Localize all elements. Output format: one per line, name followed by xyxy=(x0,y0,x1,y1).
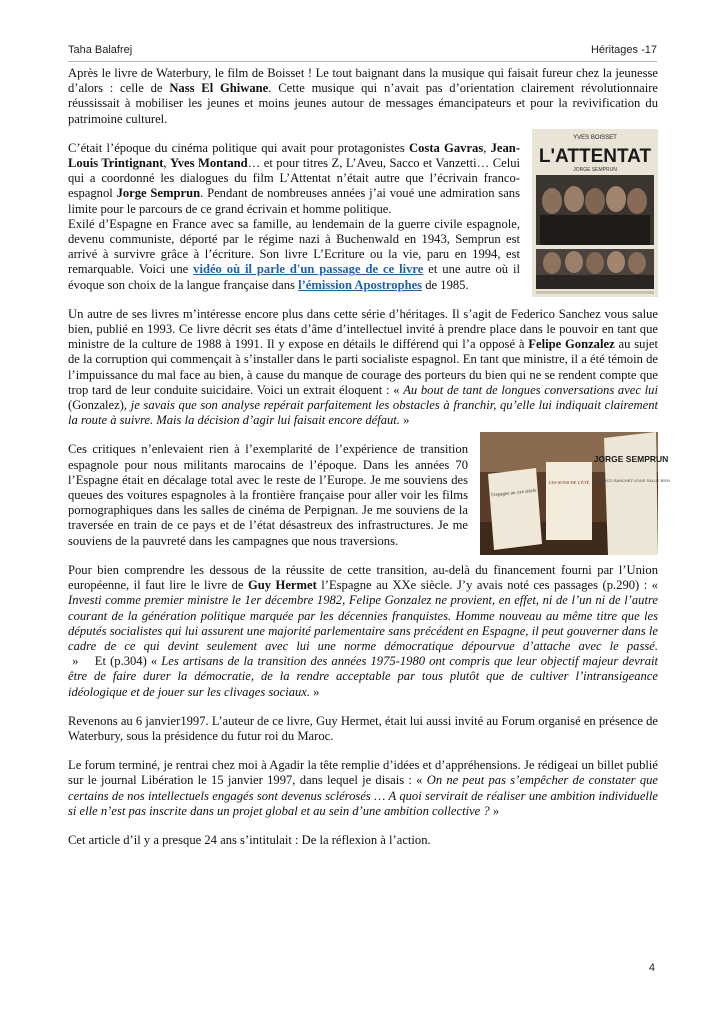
paragraph-4: Un autre de ses livres m’intéresse encore plus dans cette série d’héritages. Il s’agit de Federico Sanchez vous salue bien, publié en 1993. Ce livre décrit ses états d’âme d’intellectuel invité à prendre place dans le pouvoir en tant que ministre de la culture de 1988 à 1991. Il y expose en détails le différend qui l’a opposé à Felipe Gonzalez au sujet de la corruption qui commençait à s’installer dans le parti socialiste espagnol. En tant que ministre, il a été témoin de l’impuissance du mal face au bien, à cause du manque de courage des porteurs du bien qui ne se rendent compte que trop tard de leur conduite suicidaire. Voici un extrait éloquent : « Au bout de tant de longues conversations avec lui (Gonzalez), je savais que son analyse repérait parfaitement les obstacles à franchir, qu’elle lui indiquait clairement la route à suivre. Mais la décision d’agir lui faisait encore défaut. » xyxy=(68,306,658,428)
name-jorge-semprun: Jorge Semprun xyxy=(116,186,201,201)
name-guy-hermet: Guy Hermet xyxy=(247,578,317,593)
paragraph-5: Ces critiques n’enlevaient rien à l’exemplarité de l’expérience de transition espagnole pour nous militants marocains de l’époque. Dans les années 70 l’Espagne était en décalage total avec le reste de l’Europe. Je me souviens des queues des voitures espagnoles à la frontière française pour aller voir les films pornographiques dans les salles de cinéma de Perpignan. Je me souviens de la traversée en train de ce pays et de l’état désastreux des infrastructures. Je me souviens de la pauvreté dans les campagnes que nous traversions. xyxy=(68,442,468,548)
books-photo-graphic xyxy=(480,432,671,555)
document-body xyxy=(68,66,671,848)
poster-title: L'ATTENTAT xyxy=(538,145,652,167)
book1-title: l'espagne au xxe siècle xyxy=(491,489,537,499)
page-number: 4 xyxy=(648,962,655,974)
name-nass-el-ghiwane: Nass El Ghiwane xyxy=(169,81,269,96)
books-photo-image xyxy=(480,432,671,555)
video-link[interactable]: vidéo où il parle d'un passage de ce livre xyxy=(193,262,424,277)
book3-subtitle: FEDERICO SANCHEZ VOUS SALUE BIEN xyxy=(591,478,671,484)
paragraph-3: Exilé d’Espagne en France avec sa famille, au lendemain de la guerre civile espagnole, devenu communiste, déporté par le régime nazi à Buchenwald en 1943, Semprun est arrivé à survivre grâce à l’écriture. Son livre L’Ecriture ou la vie, paru en 1994, est remarquable. Voici une vidéo où il parle d'un passage de ce livre et une autre où il évoque son choix de la langue française dans l’émission Apostrophes de 1985. xyxy=(68,216,520,292)
apostrophes-link[interactable]: l’émission Apostrophes xyxy=(298,277,423,292)
paragraph-6: Pour bien comprendre les dessous de la réussite de cette transition, au-delà du financement fourni par l’Union européenne, il faut lire le livre de Guy Hermet l’Espagne au XXe siècle. J’y avais noté ces passages (p.290) : « Investi comme premier ministre le 1er décembre 1982, Felipe Gonzalez ne provient, en effet, ni de l’un ni de l’autre courant de la génération politique marquée par les décennies franquistes. Homme nouveau au même titre que les députés socialistes qui lui assurent une majorité parlementaire sans précédent en Espagne, il peut gouverner dans le cadre de ce qui devint seulement avec lui une norme démocratique dépourvue d’attache avec le passé. » Et (p.304) « Les artisans de la transition des années 1975-1980 ont compris que leur objectif majeur devrait être de faire durer la démocratie, de la rendre acceptable par tous plutôt que de cultiver l’intransigeance idéologique et de jouer sur les clivages sociaux. » xyxy=(68,562,659,699)
header-divider xyxy=(68,61,657,62)
book2-title: LES SONS DE L'ÉTÉ xyxy=(548,480,590,486)
film-poster-image xyxy=(532,129,658,297)
paragraph-8: Le forum terminé, je rentrai chez moi à Agadir la tête remplie d’idées et d’appréhensions. Je rédigeai un billet publié sur le journal Libération le 15 janvier 1997, dans lequel je disais : « On ne peut pas s’empêcher de constater que certains de nos intellectuels engagés sont devenus sclérosés … A quoi servirait de réaliser une ambition individuelle si elle n’est pas inscrite dans un projet global et au sein d’une ambition collective ? » xyxy=(68,758,659,818)
paragraph-2: C’était l’époque du cinéma politique qui avait pour protagonistes Costa Gavras, Jean-Louis Trintignant, Yves Montand… et pour titres Z, L’Aveu, Sacco et Vanzetti… Celui qui a coordonné les dialogues du film L’Attentat n’était autre que l’écrivain franco-espagnol Jorge Semprun. Pendant de nombreuses années j’ai voué une admiration sans limite pour le parcours de ce grand écrivain et homme politique. xyxy=(68,140,521,216)
paragraph-9: Cet article d’il y a presque 24 ans s’intitulait : De la réflexion à l’action. xyxy=(68,832,431,847)
paragraph-7: Revenons au 6 janvier1997. L’auteur de ce livre, Guy Hermet, était lui aussi invité au Forum organisé en présence de Waterbury, sous la présidence du futur roi du Maroc. xyxy=(68,713,658,743)
header-author: Taha Balafrej xyxy=(68,44,133,56)
name-costa-gavras: Costa Gavras xyxy=(409,140,484,155)
name-yves-montand: Yves Montand xyxy=(170,156,248,171)
book3-title: JORGE SEMPRUN xyxy=(593,454,669,465)
film-poster-graphic xyxy=(532,129,658,297)
name-felipe-gonzalez: Felipe Gonzalez xyxy=(528,337,615,352)
header-title: Héritages -17 xyxy=(590,44,657,56)
name-trintignant: Jean-Louis Trintignant xyxy=(68,140,521,171)
poster-credit-line: JORGE SEMPRUN xyxy=(573,166,617,173)
poster-credit-top: YVES BOISSET xyxy=(573,134,617,141)
paragraph-1: Après le livre de Waterbury, le film de Boisset ! Le tout baignant dans la musique qui faisait fureur chez la jeunesse d’alors : celle de Nass El Ghiwane. Cette musique qui n’avait pas d’orientation clairement révolutionnaire réussissait à mobiliser les jeunes et moins jeunes autour de messages émancipateurs et pour la revivification du patrimoine culturel. xyxy=(68,66,658,126)
